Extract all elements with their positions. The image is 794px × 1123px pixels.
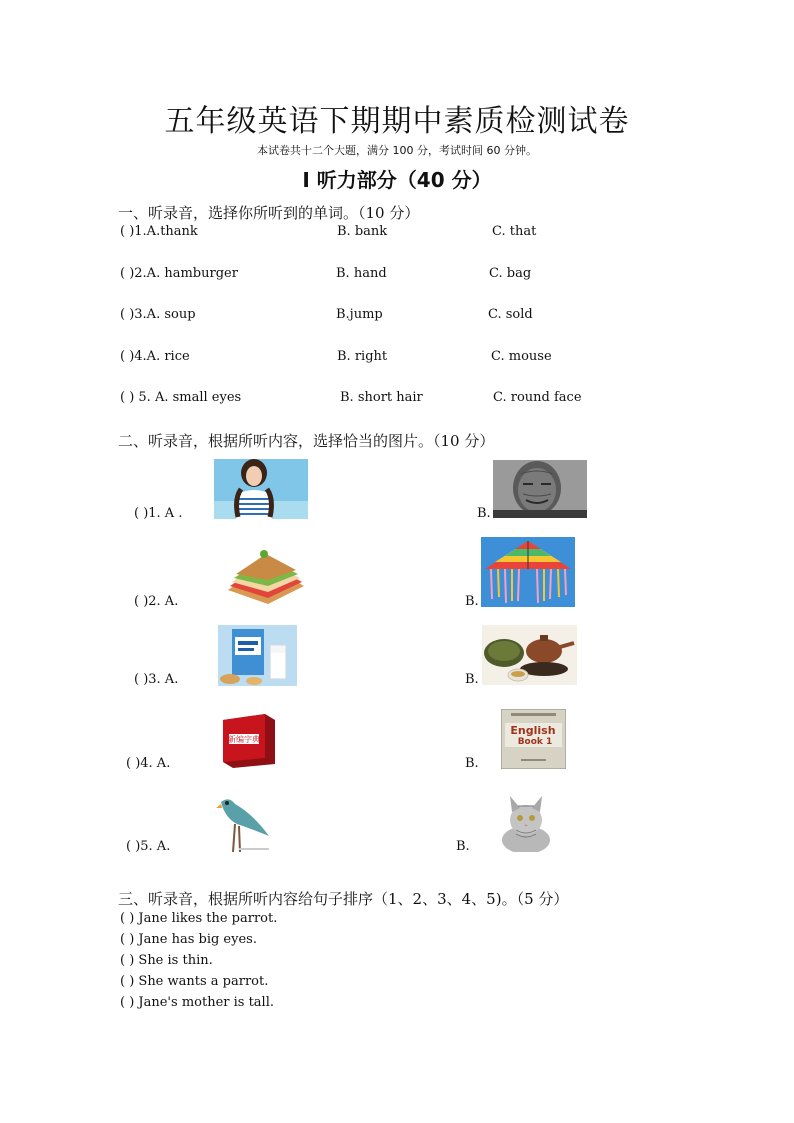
dictionary-photo (219, 710, 278, 768)
s3-sentence-1: ( ) Jane likes the parrot. (120, 911, 278, 926)
s3-sentence-2: ( ) Jane has big eyes. (120, 932, 257, 947)
english-book-photo (501, 709, 566, 769)
s3-sentence-5: ( ) Jane's mother is tall. (120, 995, 274, 1010)
book-title-text: English (510, 724, 556, 737)
s2-q1-b-label: B. (477, 506, 491, 521)
s2-q3-a-label: ( )3. A. (134, 672, 179, 687)
s1-q2: ( )2.A. hamburger (120, 266, 238, 281)
dictionary-text: 新编字典 (228, 735, 260, 744)
s1-q1-c: C. that (492, 224, 537, 239)
s1-q5: ( ) 5. A. small eyes (120, 390, 242, 405)
section2-heading: 二、听录音，根据所听内容，选择恰当的图片。（10 分） (118, 432, 495, 450)
section3-heading: 三、听录音，根据所听内容给句子排序（1、2、3、4、5)。（5 分） (118, 890, 569, 908)
s2-q4-b-label: B. (465, 756, 479, 771)
s1-q5-c: C. round face (493, 390, 582, 405)
s1-q3-b: B.jump (336, 307, 383, 322)
s1-q4-b: B. right (337, 349, 388, 364)
s1-q1: ( )1.A.thank (120, 224, 198, 239)
parrot-photo (213, 794, 273, 854)
s1-q2-b: B. hand (336, 266, 387, 281)
s1-q4: ( )4.A. rice (120, 349, 190, 364)
s2-q2-a-label: ( )2. A. (134, 594, 179, 609)
s3-sentence-3: ( ) She is thin. (120, 953, 213, 968)
old-man-photo (493, 460, 587, 518)
s2-q4-a-label: ( )4. A. (126, 756, 171, 771)
s1-q2-c: C. bag (489, 266, 532, 281)
cat-photo (488, 792, 563, 852)
tea-photo (482, 625, 577, 685)
s1-q3-c: C. sold (488, 307, 533, 322)
exam-instructions: 本试卷共十二个大题，满分 100 分，考试时间 60 分钟。 (257, 144, 537, 157)
s1-q1-b: B. bank (337, 224, 388, 239)
sandwich-photo (218, 546, 312, 606)
book-subtitle-text: Book 1 (517, 737, 553, 747)
s2-q3-b-label: B. (465, 672, 479, 687)
s1-q5-b: B. short hair (340, 390, 423, 405)
kite-photo (481, 537, 575, 607)
s1-q4-c: C. mouse (491, 349, 552, 364)
s2-q5-a-label: ( )5. A. (126, 839, 171, 854)
s2-q5-b-label: B. (456, 839, 470, 854)
exam-title: 五年级英语下期期中素质检测试卷 (164, 104, 630, 139)
s1-q3: ( )3.A. soup (120, 307, 196, 322)
girl-photo (214, 459, 308, 519)
milk-photo (218, 625, 297, 686)
s3-sentence-4: ( ) She wants a parrot. (120, 974, 269, 989)
s2-q2-b-label: B. (465, 594, 479, 609)
section1-heading: 一、听录音，选择你所听到的单词。（10 分） (118, 204, 420, 222)
part-heading: I 听力部分（40 分） (302, 168, 492, 192)
s2-q1-a-label: ( )1. A . (134, 506, 183, 521)
